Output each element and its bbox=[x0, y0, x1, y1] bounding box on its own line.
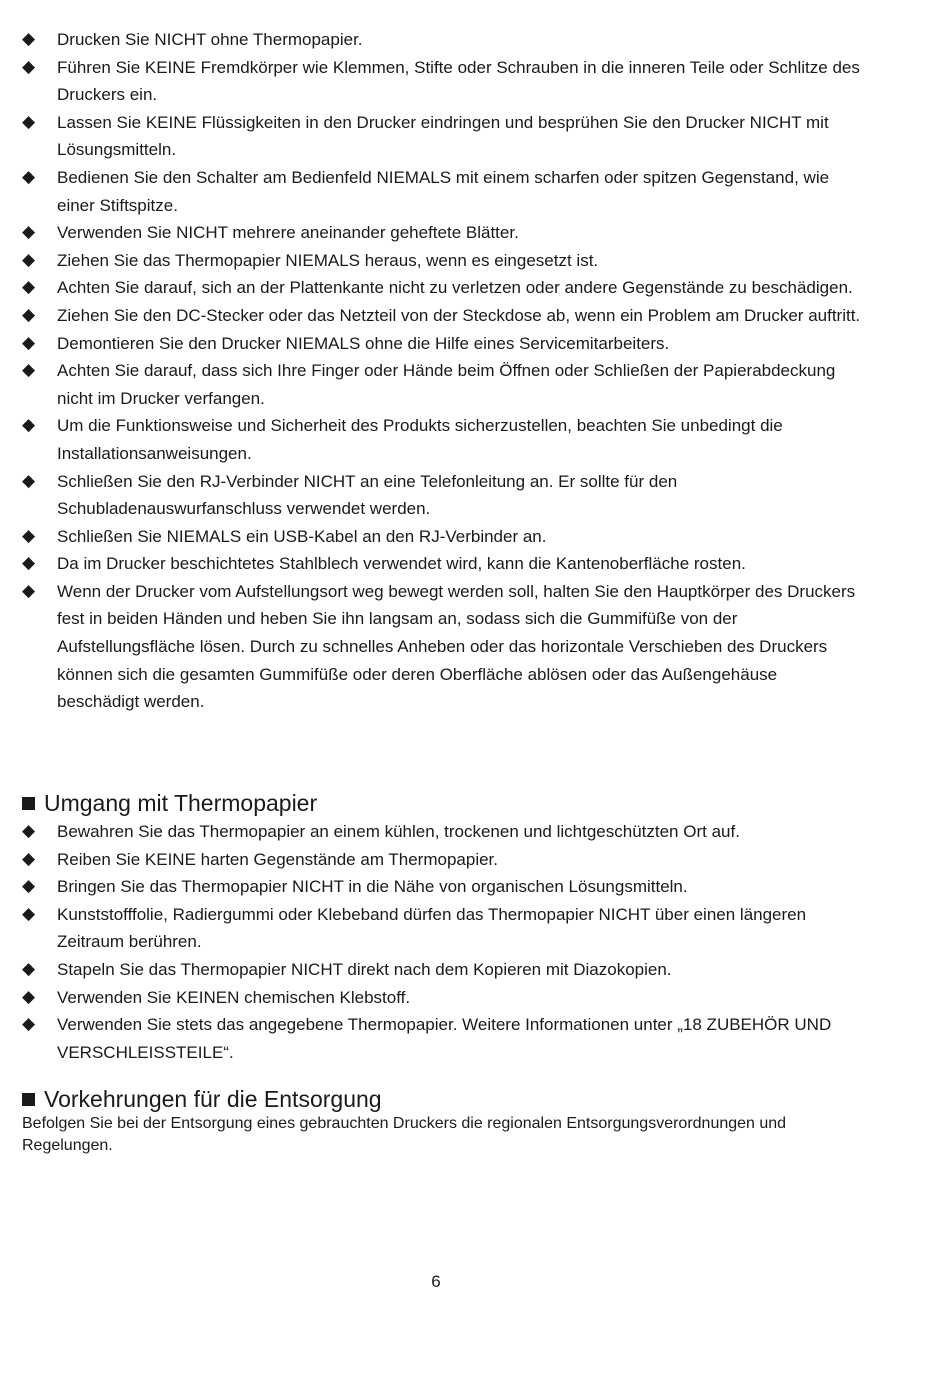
list-item-text: Ziehen Sie das Thermopapier NIEMALS heraus, wenn es eingesetzt ist. bbox=[57, 250, 599, 270]
diamond-bullet-icon: ◆ bbox=[22, 821, 36, 841]
list-item bbox=[22, 54, 862, 109]
diamond-bullet-icon: ◆ bbox=[22, 249, 36, 270]
list-item bbox=[22, 818, 862, 846]
list-item bbox=[22, 412, 862, 467]
diamond-bullet-icon: ◆ bbox=[22, 166, 36, 187]
list-item-text: Ziehen Sie den DC-Stecker oder das Netzteil von der Steckdose ab, wenn ein Problem am Drucker auftritt. bbox=[57, 305, 861, 325]
diamond-bullet-icon: ◆ bbox=[22, 56, 36, 77]
list-item bbox=[22, 357, 862, 412]
square-bullet-icon bbox=[22, 1093, 35, 1106]
diamond-bullet-icon: ◆ bbox=[22, 986, 36, 1007]
diamond-bullet-icon: ◆ bbox=[22, 958, 36, 979]
list-item-text: Lassen Sie KEINE Flüssigkeiten in den Drucker eindringen und besprühen Sie den Drucker NICHT mit Lösungsmitteln. bbox=[57, 112, 829, 160]
list-item bbox=[22, 219, 862, 247]
list-item-text: Führen Sie KEINE Fremdkörper wie Klemmen, Stifte oder Schrauben in die inneren Teile oder Schlitze des Druckers ein. bbox=[57, 57, 860, 105]
list-item bbox=[22, 468, 862, 523]
list-item bbox=[22, 109, 862, 164]
list-item-text: Drucken Sie NICHT ohne Thermopapier. bbox=[57, 30, 363, 49]
list-item bbox=[22, 164, 862, 219]
list-item-text: Bewahren Sie das Thermopapier an einem kühlen, trockenen und lichtgeschützten Ort auf. bbox=[57, 822, 740, 841]
list-item-text: Achten Sie darauf, sich an der Plattenkante nicht zu verletzen oder andere Gegenstände zu beschädigen. bbox=[57, 278, 853, 298]
diamond-bullet-icon: ◆ bbox=[22, 29, 36, 49]
diamond-bullet-icon: ◆ bbox=[22, 222, 36, 243]
list-item bbox=[22, 523, 862, 551]
section-heading-text: Vorkehrungen für die Entsorgung bbox=[44, 1086, 382, 1112]
list-item-text: Bringen Sie das Thermopapier NICHT in die Nähe von organischen Lösungsmitteln. bbox=[57, 877, 688, 897]
list-item bbox=[22, 247, 862, 275]
list-item bbox=[22, 302, 862, 330]
list-item-text: Schließen Sie NIEMALS ein USB-Kabel an den RJ-Verbinder an. bbox=[57, 526, 547, 546]
list-item bbox=[22, 274, 862, 302]
list-item bbox=[22, 1011, 862, 1066]
list-item-text: Verwenden Sie NICHT mehrere aneinander geheftete Blätter. bbox=[57, 223, 519, 243]
diamond-bullet-icon: ◆ bbox=[22, 360, 36, 381]
list-item bbox=[22, 26, 862, 54]
list-item bbox=[22, 330, 862, 358]
section-heading-text: Umgang mit Thermopapier bbox=[44, 790, 318, 816]
list-item bbox=[22, 846, 862, 874]
list-item-text: Kunststofffolie, Radiergummi oder Klebeband dürfen das Thermopapier NICHT über einen längeren Zeitraum berühren. bbox=[57, 904, 807, 952]
diamond-bullet-icon: ◆ bbox=[22, 332, 36, 353]
diamond-bullet-icon: ◆ bbox=[22, 470, 36, 491]
list-item-text: Stapeln Sie das Thermopapier NICHT direkt nach dem Kopieren mit Diazokopien. bbox=[57, 959, 672, 979]
list-item-text: Achten Sie darauf, dass sich Ihre Finger oder Hände beim Öffnen oder Schließen der Papierabdeckung nicht im Drucker verfangen. bbox=[57, 361, 836, 408]
list-item bbox=[22, 578, 862, 716]
diamond-bullet-icon: ◆ bbox=[22, 304, 36, 325]
disposal-paragraph: Befolgen Sie bei der Entsorgung eines gebrauchten Druckers die regionalen Entsorgungsverordnungen und Regelungen. bbox=[22, 1115, 787, 1154]
list-item-text: Reiben Sie KEINE harten Gegenstände am Thermopapier. bbox=[57, 849, 499, 869]
diamond-bullet-icon: ◆ bbox=[22, 903, 36, 924]
list-item-text: Demontieren Sie den Drucker NIEMALS ohne die Hilfe eines Servicemitarbeiters. bbox=[57, 333, 670, 353]
diamond-bullet-icon: ◆ bbox=[22, 553, 36, 574]
list-item-text: Verwenden Sie KEINEN chemischen Klebstoff. bbox=[57, 987, 411, 1007]
diamond-bullet-icon: ◆ bbox=[22, 277, 36, 298]
list-item-text: Um die Funktionsweise und Sicherheit des Produkts sicherzustellen, beachten Sie unbedingt die Installationsanweisungen. bbox=[57, 416, 783, 463]
page-number: 6 bbox=[431, 1272, 441, 1291]
diamond-bullet-icon: ◆ bbox=[22, 876, 36, 897]
list-item bbox=[22, 984, 862, 1012]
list-item bbox=[22, 873, 862, 901]
precautions-list bbox=[22, 26, 862, 716]
list-item-text: Da im Drucker beschichtetes Stahlblech verwendet wird, kann die Kantenoberfläche rosten. bbox=[57, 554, 746, 574]
section-heading-disposal bbox=[22, 1084, 382, 1114]
diamond-bullet-icon: ◆ bbox=[22, 415, 36, 436]
thermal-paper-list bbox=[22, 818, 862, 1066]
diamond-bullet-icon: ◆ bbox=[22, 1014, 36, 1035]
diamond-bullet-icon: ◆ bbox=[22, 580, 36, 601]
list-item bbox=[22, 901, 862, 956]
diamond-bullet-icon: ◆ bbox=[22, 525, 36, 546]
list-item-text: Bedienen Sie den Schalter am Bedienfeld NIEMALS mit einem scharfen oder spitzen Gegenstand, wie einer Stiftspitze. bbox=[57, 167, 830, 215]
list-item-text: Wenn der Drucker vom Aufstellungsort weg bewegt werden soll, halten Sie den Hauptkörper des Druckers fest in beiden Händen und heben Sie ihn langsam an, sodass sich die Gummifüße von der Aufstellungsfläche lösen. Durch zu schnelles Anheben oder das horizontale Verschieben des Druckers können sich die gesamten Gummifüße oder deren Oberfläche ablösen oder das Außengehäuse beschädigt werden. bbox=[57, 581, 856, 712]
square-bullet-icon bbox=[22, 797, 35, 810]
diamond-bullet-icon: ◆ bbox=[22, 111, 36, 132]
diamond-bullet-icon: ◆ bbox=[22, 848, 36, 869]
list-item-text: Verwenden Sie stets das angegebene Thermopapier. Weitere Informationen unter „18 ZUBEHÖR UND VERSCHLEISSTEILE“. bbox=[57, 1015, 832, 1062]
list-item-text: Schließen Sie den RJ-Verbinder NICHT an eine Telefonleitung an. Er sollte für den Schubladenauswurfanschluss verwendet werden. bbox=[57, 471, 678, 519]
section-heading-thermal-paper bbox=[22, 788, 317, 818]
list-item bbox=[22, 550, 862, 578]
list-item bbox=[22, 956, 862, 984]
